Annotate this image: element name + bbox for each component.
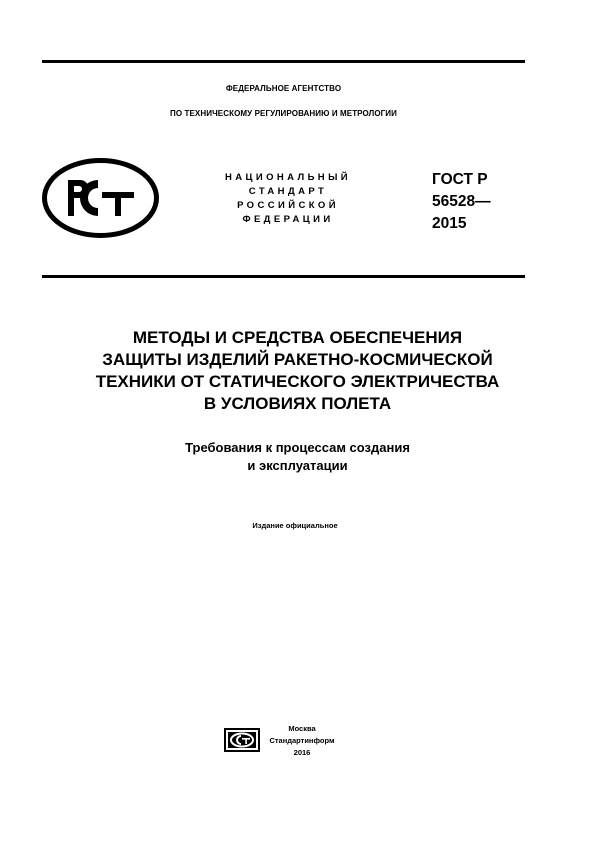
national-standard-line-3: РОССИЙСКОЙ bbox=[237, 200, 339, 211]
national-standard-line-2: СТАНДАРТ bbox=[248, 186, 328, 197]
document-subtitle-line-1: Требования к процессам создания bbox=[185, 440, 410, 455]
national-standard-line-1: НАЦИОНАЛЬНЫЙ bbox=[225, 172, 351, 183]
publisher-city: Москва bbox=[288, 724, 316, 733]
standard-designation-line-3: 2015 bbox=[432, 215, 467, 232]
bottom-rule bbox=[42, 275, 525, 278]
document-title-line-4: В УСЛОВИЯХ ПОЛЕТА bbox=[203, 394, 392, 413]
document-title-line-1: МЕТОДЫ И СРЕДСТВА ОБЕСПЕЧЕНИЯ bbox=[132, 328, 463, 347]
agency-name-line-1: ФЕДЕРАЛЬНОЕ АГЕНТСТВО bbox=[225, 84, 342, 93]
top-rule bbox=[42, 60, 525, 63]
standartinform-logo-icon bbox=[224, 728, 260, 752]
national-standard-line-4: ФЕДЕРАЦИИ bbox=[242, 214, 334, 225]
standard-designation-line-2: 56528— bbox=[432, 193, 491, 210]
agency-name-line-2: ПО ТЕХНИЧЕСКОМУ РЕГУЛИРОВАНИЮ И МЕТРОЛОГИИ bbox=[169, 109, 398, 118]
publisher-name: Стандартинформ bbox=[269, 736, 335, 745]
document-title-line-3: ТЕХНИКИ ОТ СТАТИЧЕСКОГО ЭЛЕКТРИЧЕСТВА bbox=[95, 372, 500, 391]
gost-r-certification-logo-icon bbox=[42, 158, 159, 238]
publication-year: 2016 bbox=[293, 748, 311, 757]
document-subtitle-line-2: и эксплуатации bbox=[247, 458, 348, 473]
document-title-line-2: ЗАЩИТЫ ИЗДЕЛИЙ РАКЕТНО-КОСМИЧЕСКОЙ bbox=[102, 350, 493, 369]
standard-designation-line-1: ГОСТ Р bbox=[432, 171, 488, 188]
edition-label: Издание официальное bbox=[252, 521, 338, 530]
